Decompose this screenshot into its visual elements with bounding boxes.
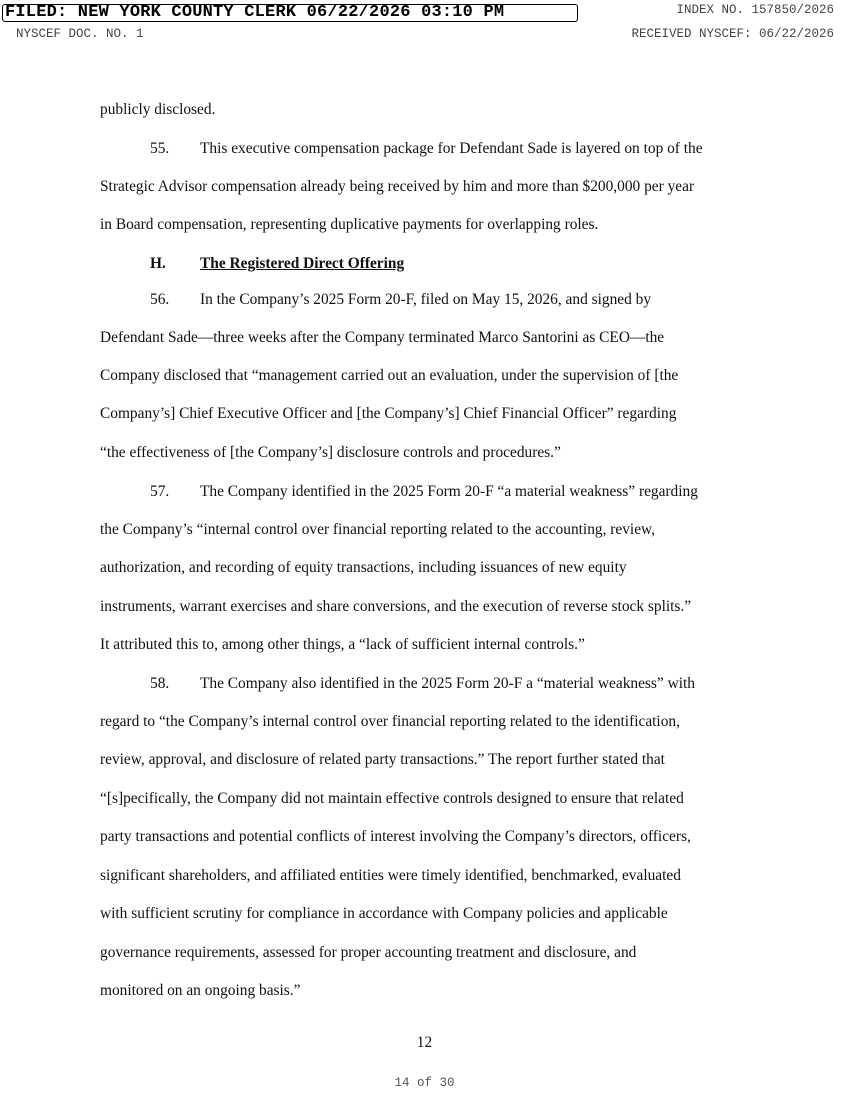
index-number: INDEX NO. 157850/2026 [676,3,834,17]
paragraph-57 [150,483,698,501]
section-title: The Registered Direct Offering [200,255,405,272]
paragraph-55 [150,140,703,158]
paragraph-56 [150,291,651,309]
text-line: monitored on an ongoing basis.” [100,982,301,999]
doc-number: NYSCEF DOC. NO. 1 [16,27,144,41]
section-heading [150,255,404,273]
paragraph-number: 57. [150,483,170,500]
text-line: in Board compensation, representing duplicative payments for overlapping roles. [100,216,599,233]
text-line: publicly disclosed. [100,101,216,118]
text-line: “[s]pecifically, the Company did not maintain effective controls designed to ensure that related [100,790,684,807]
received-date: RECEIVED NYSCEF: 06/22/2026 [631,27,834,41]
text-line: instruments, warrant exercises and share conversions, and the execution of reverse stock splits.” [100,598,692,615]
text-line: regard to “the Company’s internal control over financial reporting related to the identification, [100,713,680,730]
paragraph-58 [150,675,695,693]
text-line: party transactions and potential conflicts of interest involving the Company’s directors, officers, [100,828,691,845]
text-line: significant shareholders, and affiliated entities were timely identified, benchmarked, evaluated [100,867,681,884]
paragraph-number: 56. [150,291,170,308]
text-line: Company disclosed that “management carried out an evaluation, under the supervision of [the [100,367,679,384]
text-line: It attributed this to, among other things, a “lack of sufficient internal controls.” [100,636,585,653]
text-line: governance requirements, assessed for proper accounting treatment and disclosure, and [100,944,637,961]
text-line: In the Company’s 2025 Form 20-F, filed on May 15, 2026, and signed by [200,291,652,308]
text-line: the Company’s “internal control over financial reporting related to the accounting, review, [100,521,656,538]
text-line: Strategic Advisor compensation already being received by him and more than $200,000 per year [100,178,695,195]
filed-stamp: FILED: NEW YORK COUNTY CLERK 06/22/2026 03:10 PM [2,4,578,22]
text-line: “the effectiveness of [the Company’s] disclosure controls and procedures.” [100,444,561,461]
page-count: 14 of 30 [394,1076,455,1090]
text-line: Company’s] Chief Executive Officer and [the Company’s] Chief Financial Officer” regarding [100,405,677,422]
page-number: 12 [416,1034,433,1051]
text-line: The Company also identified in the 2025 Form 20-F a “material weakness” with [200,675,695,692]
text-line: with sufficient scrutiny for compliance in accordance with Company policies and applicable [100,905,668,922]
text-line: Defendant Sade—three weeks after the Company terminated Marco Santorini as CEO—the [100,329,665,346]
paragraph-number: 58. [150,675,170,692]
text-line: This executive compensation package for Defendant Sade is layered on top of the [200,140,703,157]
text-line: The Company identified in the 2025 Form 20-F “a material weakness” regarding [200,483,698,500]
text-line: review, approval, and disclosure of related party transactions.” The report further stated that [100,751,665,768]
paragraph-number: 55. [150,140,170,157]
text-line: authorization, and recording of equity transactions, including issuances of new equity [100,559,627,576]
section-letter: H. [150,255,166,272]
